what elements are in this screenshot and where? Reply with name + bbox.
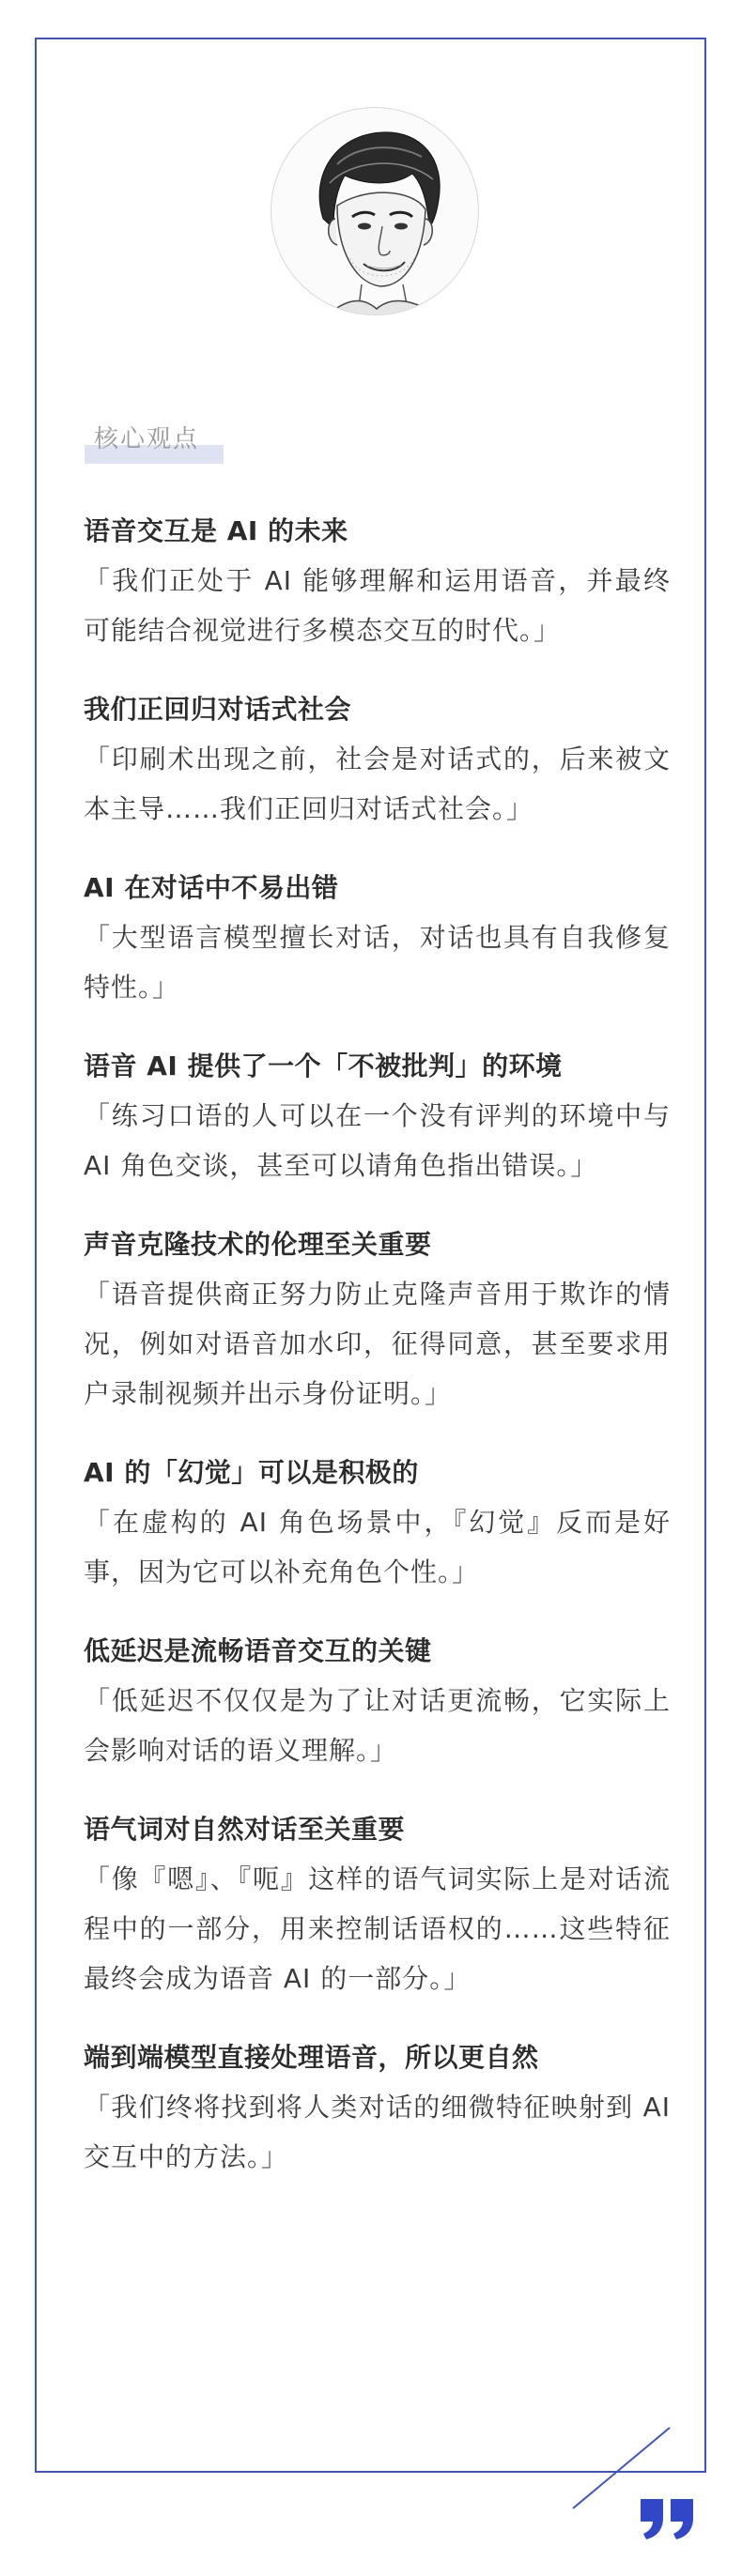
point-title: 声音克隆技术的伦理至关重要 — [84, 1229, 432, 1260]
point-quote: 「我们正处于 AI 能够理解和运用语音，并最终可能结合视觉进行多模态交互的时代。」 — [84, 565, 671, 646]
section-label: 核心观点 — [94, 425, 200, 453]
point-quote: 「练习口语的人可以在一个没有评判的环境中与 AI 角色交谈，甚至可以请角色指出错误。」 — [84, 1100, 671, 1181]
key-point — [84, 1220, 671, 1418]
point-title: 语音交互是 AI 的未来 — [84, 515, 348, 546]
point-title: 我们正回归对话式社会 — [84, 694, 352, 725]
key-point — [84, 1042, 671, 1190]
point-quote: 「印刷术出现之前，社会是对话式的，后来被文本主导……我们正回归对话式社会。」 — [84, 744, 671, 824]
point-quote: 「我们终将找到将人类对话的细微特征映射到 AI 交互中的方法。」 — [84, 2092, 671, 2172]
point-quote: 「大型语言模型擅长对话，对话也具有自我修复特性。」 — [84, 922, 671, 1003]
point-title: AI 在对话中不易出错 — [84, 872, 339, 903]
key-point — [84, 1805, 671, 2003]
point-quote: 「语音提供商正努力防止克隆声音用于欺诈的情况，例如对语音加水印，征得同意，甚至要求用户录制视频并出示身份证明。」 — [84, 1279, 671, 1409]
key-point — [84, 685, 671, 834]
point-title: 语气词对自然对话至关重要 — [84, 1814, 406, 1845]
key-point — [84, 2033, 671, 2182]
closing-quote-icon — [639, 2497, 697, 2540]
point-title: AI 的「幻觉」可以是积极的 — [84, 1457, 419, 1488]
point-quote: 「在虚构的 AI 角色场景中，『幻觉』反而是好事，因为它可以补充角色个性。」 — [84, 1507, 671, 1587]
point-quote: 「低延迟不仅仅是为了让对话更流畅，它实际上会影响对话的语义理解。」 — [84, 1685, 671, 1766]
point-title: 端到端模型直接处理语音，所以更自然 — [84, 2042, 539, 2073]
key-points-list — [84, 507, 671, 2212]
key-point — [84, 864, 671, 1012]
key-point — [84, 1627, 671, 1775]
point-quote: 「像『嗯』、『呃』这样的语气词实际上是对话流程中的一部分，用来控制话语权的……这些特征最终会成为语音 AI 的一部分。」 — [84, 1863, 671, 1994]
key-point — [84, 1449, 671, 1597]
point-title: 低延迟是流畅语音交互的关键 — [84, 1635, 432, 1666]
section-tag — [85, 419, 199, 466]
key-point — [84, 507, 671, 655]
avatar — [271, 107, 479, 315]
point-title: 语音 AI 提供了一个「不被批判」的环境 — [84, 1050, 563, 1081]
portrait-sketch — [271, 108, 478, 314]
